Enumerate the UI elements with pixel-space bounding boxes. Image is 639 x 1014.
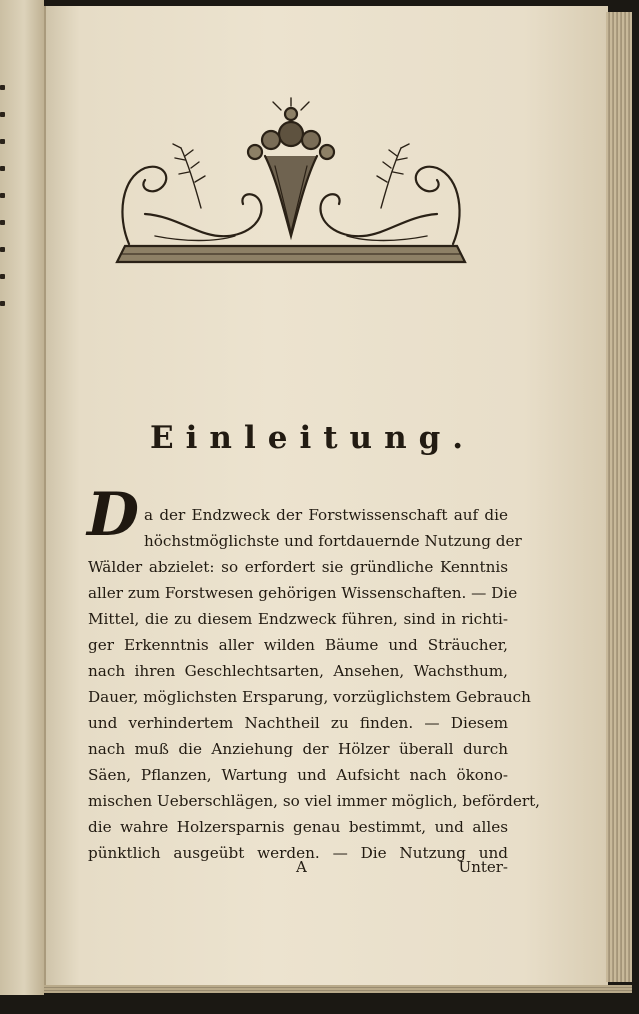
catchword: Unter- xyxy=(458,858,508,876)
page-footer xyxy=(88,858,508,880)
text-line: a der Endzweck der Forstwissenschaft auf die xyxy=(144,506,508,524)
floral-vignette-ornament xyxy=(115,96,467,268)
text-line: Mittel, die zu diesem Endzweck führen, sind in richti- xyxy=(88,610,508,628)
text-line: nach muß die Anziehung der Hölzer überall durch xyxy=(88,740,508,758)
text-line: pünktlich ausgeübt werden. — Die Nutzung und xyxy=(88,844,508,862)
text-line: die wahre Holzersparnis genau bestimmt, und alles xyxy=(88,818,508,836)
text-line: höchstmöglichste und fortdauernde Nutzung der xyxy=(144,532,522,550)
chapter-heading: Einleitung. xyxy=(150,420,476,456)
text-line: Dauer, möglichsten Ersparung, vorzüglichstem Gebrauch xyxy=(88,688,531,706)
text-line: ger Erkenntnis aller wilden Bäume und Sträucher, xyxy=(88,636,508,654)
text-line: nach ihren Geschlechtsarten, Ansehen, Wachsthum, xyxy=(88,662,508,680)
text-line: Säen, Pflanzen, Wartung und Aufsicht nach ökono- xyxy=(88,766,508,784)
facing-page-edge xyxy=(0,0,44,995)
text-line: aller zum Forstwesen gehörigen Wissenschaften. — Die xyxy=(88,584,518,602)
text-line: mischen Ueberschlägen, so viel immer möglich, befördert, xyxy=(88,792,541,810)
drop-cap-initial: D xyxy=(86,480,140,550)
signature-mark: A xyxy=(296,858,307,876)
text-line: Wälder abzielet: so erfordert sie gründliche Kenntnis xyxy=(88,558,508,576)
text-line: und verhindertem Nachtheil zu finden. — Diesem xyxy=(88,714,508,732)
facing-page-text-fragments xyxy=(0,85,10,328)
page-stack-edge xyxy=(606,12,632,982)
page-bottom-edge xyxy=(44,985,632,993)
